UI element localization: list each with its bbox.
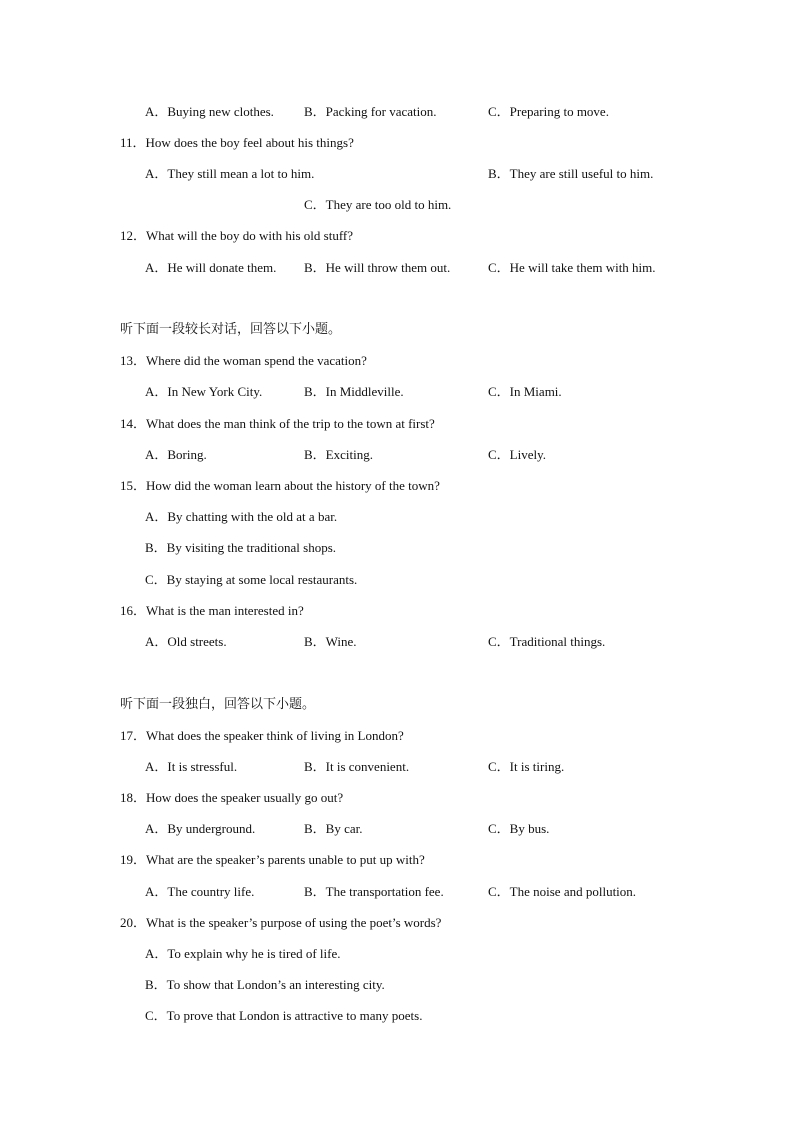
question-19: 19．What are the speaker’s parents unable to put up with? [120, 852, 425, 867]
option-c-q16: C．Traditional things. [488, 634, 606, 649]
option-c-q15: C．By staying at some local restaurants. [145, 572, 358, 587]
option-b-q17: B．It is convenient. [304, 759, 410, 774]
question-20: 20．What is the speaker’s purpose of using the poet’s words? [120, 915, 442, 930]
section-heading-monologue: 听下面一段独白，回答以下小题。 [120, 697, 316, 712]
option-a-q18: A．By underground. [145, 821, 256, 836]
option-c-q18: C．By bus. [488, 821, 550, 836]
option-c-q19: C．The noise and pollution. [488, 884, 637, 899]
option-a-q14: A．Boring. [145, 447, 207, 462]
option-b-q18: B．By car. [304, 821, 363, 836]
option-b-q16: B．Wine. [304, 634, 357, 649]
option-c-q11: C．They are too old to him. [304, 197, 452, 212]
option-c-q17: C．It is tiring. [488, 759, 565, 774]
option-a-q17: A．It is stressful. [145, 759, 238, 774]
option-b-q19: B．The transportation fee. [304, 884, 444, 899]
question-17: 17．What does the speaker think of living in London? [120, 728, 404, 743]
option-c-q14: C．Lively. [488, 447, 547, 462]
option-a-q13: A．In New York City. [145, 384, 263, 399]
option-b-q20: B．To show that London’s an interesting city. [145, 977, 385, 992]
question-11: 11．How does the boy feel about his things? [120, 135, 354, 150]
option-c-q12: C．He will take them with him. [488, 260, 656, 275]
option-a-q11: A．They still mean a lot to him. [145, 166, 315, 181]
option-c-q13: C．In Miami. [488, 384, 562, 399]
option-a-q15: A．By chatting with the old at a bar. [145, 509, 338, 524]
option-c-q20: C．To prove that London is attractive to many poets. [145, 1008, 423, 1023]
option-b-q10: B．Packing for vacation. [304, 104, 437, 119]
question-15: 15．How did the woman learn about the history of the town? [120, 478, 440, 493]
option-b-q11: B．They are still useful to him. [488, 166, 654, 181]
question-18: 18．How does the speaker usually go out? [120, 790, 344, 805]
option-a-q12: A．He will donate them. [145, 260, 277, 275]
option-b-q13: B．In Middleville. [304, 384, 404, 399]
section-heading-dialogue: 听下面一段较长对话，回答以下小题。 [120, 322, 342, 337]
question-13: 13．Where did the woman spend the vacation? [120, 353, 367, 368]
question-12: 12．What will the boy do with his old stuff? [120, 228, 354, 243]
question-14: 14．What does the man think of the trip to the town at first? [120, 416, 435, 431]
option-c-q10: C．Preparing to move. [488, 104, 609, 119]
option-a-q16: A．Old streets. [145, 634, 227, 649]
question-16: 16．What is the man interested in? [120, 603, 304, 618]
option-a-q10: A．Buying new clothes. [145, 104, 274, 119]
option-b-q12: B．He will throw them out. [304, 260, 451, 275]
option-a-q19: A．The country life. [145, 884, 255, 899]
option-b-q14: B．Exciting. [304, 447, 373, 462]
option-a-q20: A．To explain why he is tired of life. [145, 946, 341, 961]
option-b-q15: B．By visiting the traditional shops. [145, 540, 337, 555]
